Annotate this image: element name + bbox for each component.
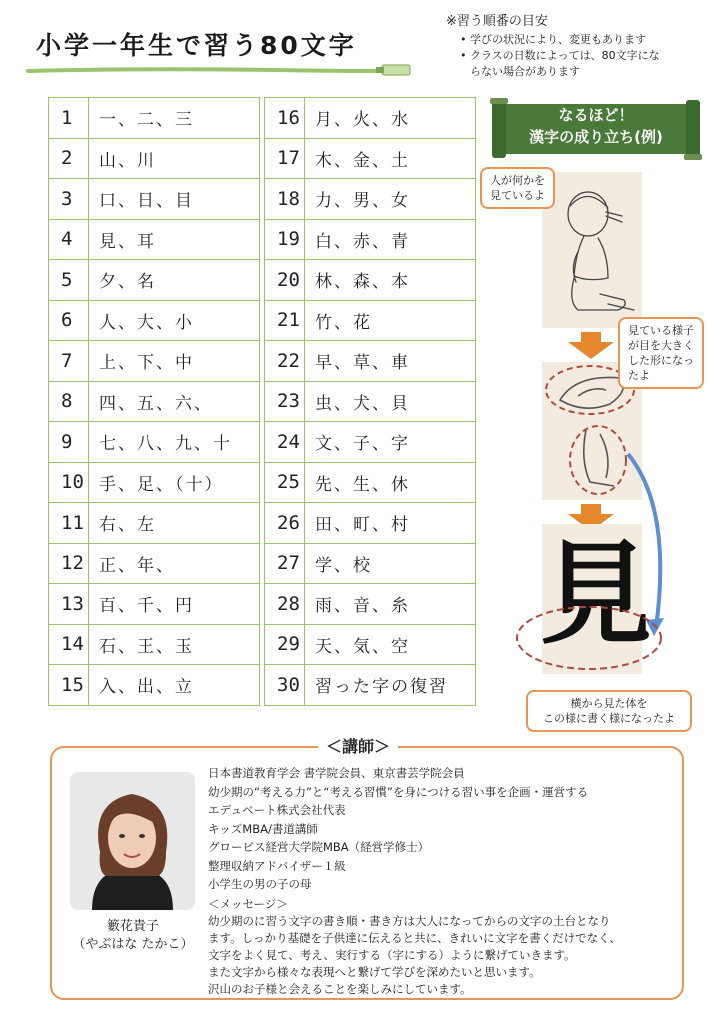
- lesson-kanji: 木、金、土: [305, 138, 476, 179]
- lesson-number: 25: [265, 462, 305, 503]
- kanji-row: [265, 422, 476, 463]
- note-item-continued: らない場合があります: [470, 65, 580, 78]
- lesson-kanji: 力、男、女: [305, 179, 476, 220]
- lesson-kanji: 文、子、字: [305, 422, 476, 463]
- kanji-row: [49, 300, 260, 341]
- message-line: 幼少期のに習う文字の書き順・書き方は大人になってからの文字の土台となり: [208, 914, 611, 928]
- kanji-row: [265, 543, 476, 584]
- notes-heading: ※習う順番の目安: [446, 14, 548, 29]
- lesson-kanji: 石、王、玉: [89, 624, 260, 665]
- lesson-kanji: 山、川: [89, 138, 260, 179]
- kanji-row: [49, 665, 260, 706]
- kanji-row: [265, 260, 476, 301]
- kanji-row: [49, 260, 260, 301]
- bubble-body-line: 横から見た体を: [570, 697, 648, 710]
- teacher-heading: ＜講師＞: [318, 734, 398, 757]
- lesson-number: 1: [49, 98, 89, 139]
- lesson-kanji: 林、森、本: [305, 260, 476, 301]
- lesson-number: 19: [265, 219, 305, 260]
- lesson-kanji: 入、出、立: [89, 665, 260, 706]
- lesson-number: 8: [49, 381, 89, 422]
- lesson-number: 11: [49, 503, 89, 544]
- kanji-row: [265, 219, 476, 260]
- banner-line-2: 漢字の成り立ち(例): [529, 128, 663, 146]
- bubble-body: [526, 690, 692, 732]
- bubble-eye-line: たよ: [628, 369, 650, 382]
- note-item: • クラスの日数によっては、80文字にな: [470, 48, 716, 64]
- lesson-number: 12: [49, 543, 89, 584]
- lesson-kanji: 雨、音、糸: [305, 584, 476, 625]
- teacher-message: [208, 896, 678, 998]
- kanji-row: [49, 584, 260, 625]
- lesson-number: 26: [265, 503, 305, 544]
- page-title: 小学一年生で習う80文字: [36, 31, 357, 60]
- lesson-number: 22: [265, 341, 305, 382]
- lesson-number: 4: [49, 219, 89, 260]
- lesson-kanji: 竹、花: [305, 300, 476, 341]
- lesson-kanji: 百、千、円: [89, 584, 260, 625]
- teacher-photo: [70, 772, 195, 910]
- lesson-number: 24: [265, 422, 305, 463]
- lesson-kanji: 夕、名: [89, 260, 260, 301]
- bubble-person: [480, 167, 555, 209]
- message-line: ます。しっかり基礎を子供達に伝えると共に、きれいに文字を書くだけでなく、: [208, 931, 621, 945]
- lesson-number: 17: [265, 138, 305, 179]
- kanji-row: [265, 381, 476, 422]
- lesson-number: 6: [49, 300, 89, 341]
- lesson-kanji: 一、二、三: [89, 98, 260, 139]
- bubble-eye-line: が目を大きく: [628, 339, 694, 352]
- message-line: また文字から様々な表現へと繋げて学びを深めたいと思います。: [208, 965, 541, 979]
- kanji-row: [265, 138, 476, 179]
- message-line: 沢山のお子様と会えることを楽しみにしています。: [208, 982, 472, 996]
- lesson-kanji: 右、左: [89, 503, 260, 544]
- bubble-person-line: 人が何かを: [490, 174, 545, 187]
- lesson-number: 27: [265, 543, 305, 584]
- kanji-row: [265, 624, 476, 665]
- lesson-number: 16: [265, 98, 305, 139]
- lesson-kanji: 早、草、車: [305, 341, 476, 382]
- lesson-kanji: 月、火、水: [305, 98, 476, 139]
- lesson-kanji: 田、町、村: [305, 503, 476, 544]
- lesson-kanji: 上、下、中: [89, 341, 260, 382]
- kanji-table-right: [264, 97, 476, 706]
- lesson-number: 2: [49, 138, 89, 179]
- kanji-row: [49, 503, 260, 544]
- lesson-kanji: 天、気、空: [305, 624, 476, 665]
- kanji-row: [265, 503, 476, 544]
- bubble-eye-line: した形になっ: [628, 354, 694, 367]
- teacher-reading: （やぶはな たかこ）: [72, 937, 194, 952]
- kanji-row: [49, 98, 260, 139]
- lesson-kanji: 四、五、六、: [89, 381, 260, 422]
- banner-line-1: なるほど！: [558, 106, 634, 124]
- kanji-row: [49, 624, 260, 665]
- lesson-kanji: 手、足、（十）: [89, 462, 260, 503]
- lesson-kanji: 人、大、小: [89, 300, 260, 341]
- lesson-number: 7: [49, 341, 89, 382]
- kanji-row: [49, 341, 260, 382]
- kanji-row: [265, 300, 476, 341]
- bubble-person-line: 見ているよ: [490, 189, 545, 202]
- bubble-eye: [618, 317, 704, 389]
- teacher-name: 籔花貴子: [106, 919, 159, 934]
- kanji-table-left: [48, 97, 260, 706]
- lesson-number: 30: [265, 665, 305, 706]
- kanji-row: [49, 179, 260, 220]
- teacher-credentials: [208, 764, 588, 894]
- kanji-row: [49, 462, 260, 503]
- order-notes: [446, 14, 716, 80]
- credential-line: 小学生の男の子の母: [208, 877, 312, 891]
- kanji-row: [265, 584, 476, 625]
- kanji-legs-highlight: [514, 604, 664, 672]
- message-line: 文字をよく見て、考え、実行する（字にする）ように繋げていきます。: [208, 948, 576, 962]
- banner-title: [490, 104, 702, 148]
- title-underline-brush: [26, 64, 416, 78]
- lesson-number: 18: [265, 179, 305, 220]
- lesson-number: 14: [49, 624, 89, 665]
- lesson-number: 20: [265, 260, 305, 301]
- lesson-number: 29: [265, 624, 305, 665]
- lesson-kanji: 口、日、目: [89, 179, 260, 220]
- lesson-kanji: 見、耳: [89, 219, 260, 260]
- lesson-number: 23: [265, 381, 305, 422]
- lesson-kanji: 白、赤、青: [305, 219, 476, 260]
- kanji-row: [49, 543, 260, 584]
- message-heading: ＜メッセージ＞: [208, 897, 288, 911]
- credential-line: 幼少期の“考える力”と“考える習慣”を身につける習い事を企画・運営する: [208, 784, 589, 799]
- bubble-body-line: この様に書く様になったよ: [543, 712, 675, 725]
- credential-line: 整理収納アドバイザー１級: [208, 858, 346, 873]
- credential-line: グロービス経営大学院MBA（経営学修士）: [208, 840, 430, 854]
- down-arrow-icon: [566, 332, 616, 360]
- lesson-kanji: 習った字の復習: [305, 665, 476, 706]
- lesson-number: 15: [49, 665, 89, 706]
- teacher-name-block: [66, 918, 200, 954]
- kanji-row: [49, 381, 260, 422]
- kanji-row: [49, 138, 260, 179]
- lesson-kanji: 七、八、九、十: [89, 422, 260, 463]
- lesson-kanji: 先、生、休: [305, 462, 476, 503]
- lesson-number: 28: [265, 584, 305, 625]
- kanji-row: [265, 462, 476, 503]
- kneeling-child-illustration: [548, 182, 648, 322]
- kanji-row: [265, 665, 476, 706]
- kanji-row: [265, 98, 476, 139]
- bubble-eye-line: 見ている様子: [628, 324, 694, 337]
- note-item: • 学びの状況により、変更もあります: [470, 32, 716, 48]
- kanji-row: [265, 341, 476, 382]
- credential-line: 日本書道教育学会 書学院会員、東京書芸学院会員: [208, 766, 465, 780]
- lesson-kanji: 学、校: [305, 543, 476, 584]
- lesson-number: 10: [49, 462, 89, 503]
- kanji-row: [265, 179, 476, 220]
- credential-line: エデュベート株式会社代表: [208, 803, 346, 817]
- lesson-number: 3: [49, 179, 89, 220]
- lesson-number: 9: [49, 422, 89, 463]
- lesson-kanji: 虫、犬、貝: [305, 381, 476, 422]
- kanji-row: [49, 422, 260, 463]
- lesson-number: 5: [49, 260, 89, 301]
- lesson-number: 21: [265, 300, 305, 341]
- lesson-number: 13: [49, 584, 89, 625]
- credential-line: キッズMBA/書道講師: [208, 821, 318, 836]
- lesson-kanji: 正、年、: [89, 543, 260, 584]
- kanji-row: [49, 219, 260, 260]
- kanji-example: 見: [540, 529, 652, 660]
